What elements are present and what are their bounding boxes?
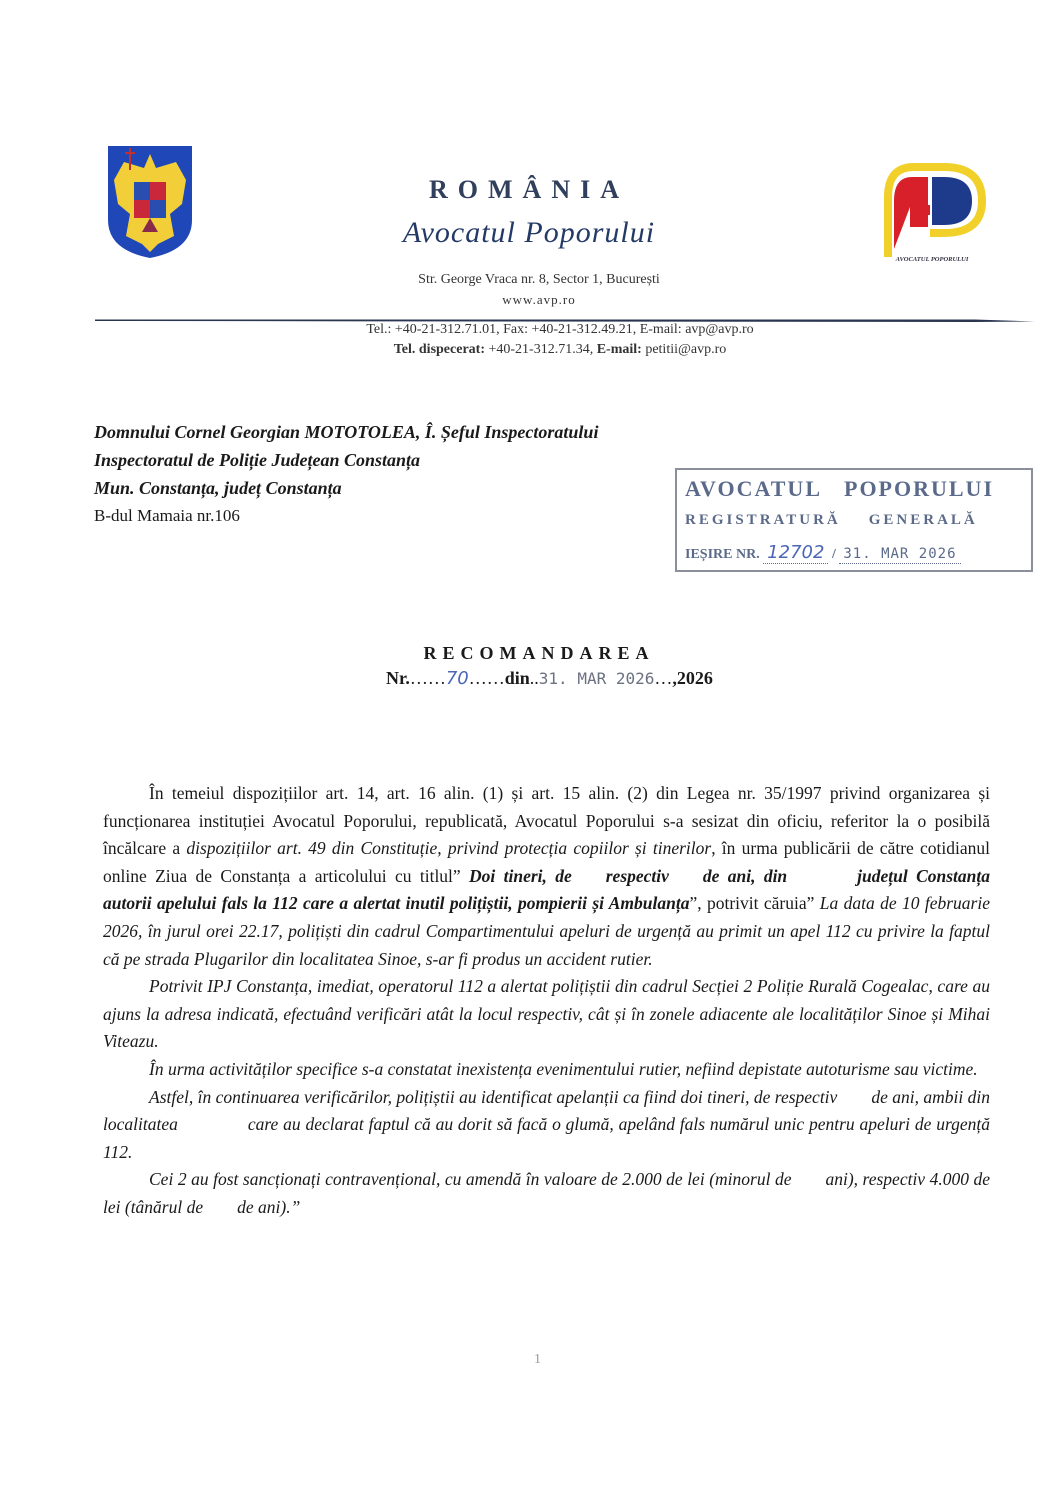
- article-title-2: respectiv: [605, 865, 669, 886]
- institution-address: Str. George Vraca nr. 8, Sector 1, București: [418, 272, 660, 287]
- p4-text-1: Astfel, în continuarea verificărilor, polițiștii au identificat apelanții ca fiind doi tineri, de: [149, 1086, 771, 1107]
- document-number-line: Nr.……70……din..31. MAR 2026…,2026: [386, 668, 713, 689]
- p1-text: În temeiul dispozițiilor art. 14, art. 16 alin. (1) și art. 15 alin. (2) din Legea nr. 35/1997 privind organizarea și funcționarea instituției Avocatul Poporului, republicată, Avocatul Poporului s-a sesizat din oficiu, referitor la o posibilă încălcare a: [103, 783, 990, 859]
- recipient-institution: Inspectoratul de Poliție Județean Constanța: [94, 450, 421, 470]
- p5-text-2: ani), respectiv 4.000 de lei (tânărul de: [103, 1169, 990, 1217]
- stamp-exit-label: IEȘIRE NR.: [685, 547, 760, 562]
- country-title: ROMÂNIA: [429, 175, 629, 204]
- stamp-line2-a: REGISTRATURĂ: [685, 512, 841, 528]
- recipient-name: Domnului Cornel Georgian MOTOTOLEA, Î. Șeful Inspectoratului: [94, 422, 599, 442]
- year: ,2026: [672, 668, 713, 688]
- ap-logo-icon: [874, 157, 990, 267]
- p4-text-3: de ani, ambii din localitatea: [103, 1086, 991, 1135]
- p4-text-4: care au declarat faptul că au dorit să facă o glumă, apelând fals numărul unic pentru apeluri de urgență 112.: [103, 1114, 990, 1162]
- recipient-city: Mun. Constanța, județ Constanța: [94, 478, 342, 498]
- stamp-date: 31. MAR 2026: [843, 546, 957, 562]
- contact-line-1: Tel.: +40-21-312.71.01, Fax: +40-21-312.49.21, E-mail: avp@avp.ro: [366, 322, 754, 337]
- paragraph-4: [103, 1084, 990, 1167]
- paragraph-2: Potrivit IPJ Constanța, imediat, operatorul 112 a alertat polițiștii din cadrul Secției 2 Poliție Rurală Cogealac, care au ajuns la adresa indicată, efectuând verificări atât la locul respectiv, cât și în zonele adiacente ale localităților Sinoe și Mihai Viteazu.: [103, 976, 990, 1052]
- p1-text-3: ”, potrivit căruia”: [689, 893, 820, 914]
- stamp-separator: /: [828, 547, 840, 562]
- institution-website[interactable]: www.avp.ro: [502, 292, 576, 307]
- nr-value: 70: [445, 668, 469, 689]
- p1-quote: La data de 10 februarie 2026, în jurul orei 22.17, polițiști din cadrul Compartimentului apeluri de urgență au primit un apel 112 cu privire la faptul că pe strada Plugarilor din localitatea Sinoe, s-ar fi produs un accident rutier.: [103, 893, 990, 969]
- article-title-1: Doi tineri, de: [469, 865, 572, 886]
- contact-line-2: [0, 342, 1058, 358]
- institution-name: Avocatul Poporului: [402, 216, 656, 249]
- avocatul-poporului-logo: [874, 157, 990, 267]
- p1-constitution-ref: dispozițiilor art. 49 din Constituție, privind protecția copiilor și tinerilor: [186, 838, 712, 859]
- p1-text-2: , în urma publicării de către cotidianul online Ziua de Constanța a articolului cu titlul”: [103, 838, 990, 886]
- dispatch-tel-label: Tel. dispecerat:: [393, 342, 485, 357]
- stamp-line1-a: AVOCATUL: [685, 476, 822, 501]
- stamp-exit-number: 12702: [767, 542, 825, 563]
- dispatch-email[interactable]: petitii@avp.ro: [641, 342, 727, 357]
- registry-stamp: [675, 468, 1033, 572]
- stamp-line1-b: POPORULUI: [844, 476, 994, 501]
- date-stamp: 31. MAR 2026: [538, 669, 655, 688]
- din-label: din: [504, 668, 530, 688]
- paragraph-3: În urma activităților specifice s-a constatat inexistența evenimentului rutier, nefiind depistate autoturisme sau victime.: [149, 1058, 978, 1079]
- article-title-4: județul Constanța autorii apelului fals la 112 care a alertat inutil polițiștii, pompierii și Ambulanța: [103, 865, 990, 914]
- paragraph-5: [103, 1166, 990, 1221]
- dispatch-email-label: E-mail:: [596, 342, 642, 357]
- document-body: [103, 780, 990, 1222]
- nr-label: Nr.: [386, 668, 410, 688]
- page-number: 1: [534, 1352, 541, 1367]
- article-title-3: de ani, din: [702, 865, 788, 886]
- header-separator: [95, 310, 1035, 315]
- paragraph-1: [103, 780, 990, 973]
- p5-text-1: Cei 2 au fost sancționați contravențional, cu amendă în valoare de 2.000 de lei (minorul de: [149, 1169, 792, 1190]
- recipient-street: B-dul Mamaia nr.106: [94, 506, 240, 525]
- dispatch-tel: +40-21-312.71.34,: [484, 342, 597, 357]
- document-title: RECOMANDAREA: [423, 643, 655, 663]
- stamp-line2-b: GENERALĂ: [868, 512, 978, 528]
- p5-text-3: de ani).”: [237, 1196, 301, 1217]
- p4-text-2: respectiv: [774, 1086, 838, 1107]
- logo-caption: AVOCATUL POPORULUI: [895, 256, 969, 263]
